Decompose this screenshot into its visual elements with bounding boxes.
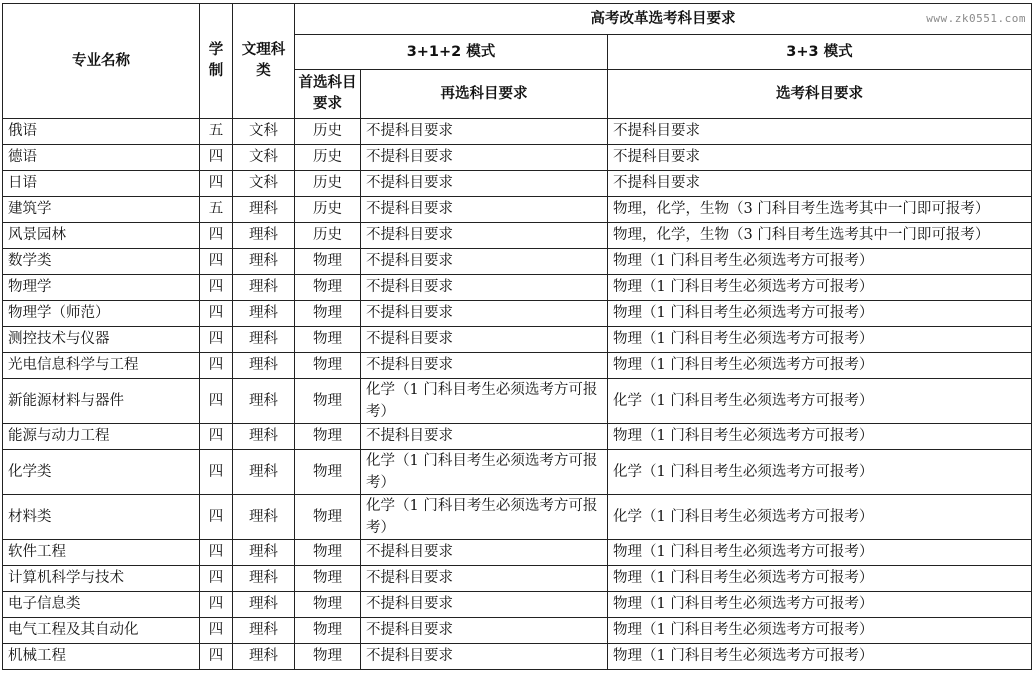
duration-cell: 五 (200, 119, 233, 145)
reselect-cell: 不提科目要求 (361, 119, 608, 145)
major-name-cell: 能源与动力工程 (3, 424, 200, 450)
first-choice-cell: 物理 (295, 327, 361, 353)
duration-cell: 四 (200, 540, 233, 566)
first-choice-cell: 物理 (295, 618, 361, 644)
table-row (3, 592, 1032, 618)
first-choice-cell: 物理 (295, 592, 361, 618)
duration-cell: 四 (200, 145, 233, 171)
category-cell: 文科 (233, 119, 295, 145)
subject-requirements-table (2, 3, 1032, 670)
reselect-cell: 不提科目要求 (361, 353, 608, 379)
table-row (3, 301, 1032, 327)
header-first-choice: 首选科目要求 (295, 70, 361, 119)
table-row (3, 379, 1032, 424)
reselect-cell: 不提科目要求 (361, 223, 608, 249)
header-category: 文理科类 (233, 4, 295, 119)
table-row (3, 145, 1032, 171)
duration-cell: 四 (200, 644, 233, 670)
category-cell: 理科 (233, 197, 295, 223)
select-33-cell: 化学（1 门科目考生必须选考方可报考） (608, 450, 1032, 495)
major-name-cell: 化学类 (3, 450, 200, 495)
first-choice-cell: 历史 (295, 171, 361, 197)
table-row (3, 495, 1032, 540)
duration-cell: 四 (200, 301, 233, 327)
major-name-cell: 测控技术与仪器 (3, 327, 200, 353)
header-reform: 高考改革选考科目要求 (295, 4, 1032, 35)
reselect-cell: 化学（1 门科目考生必须选考方可报考） (361, 379, 608, 424)
select-33-cell: 物理，化学，生物（3 门科目考生选考其中一门即可报考） (608, 197, 1032, 223)
table-row (3, 540, 1032, 566)
watermark: www.zk0551.com (926, 12, 1026, 25)
duration-cell: 四 (200, 450, 233, 495)
reselect-cell: 不提科目要求 (361, 301, 608, 327)
select-33-cell: 物理（1 门科目考生必须选考方可报考） (608, 540, 1032, 566)
first-choice-cell: 历史 (295, 197, 361, 223)
select-33-cell: 物理（1 门科目考生必须选考方可报考） (608, 592, 1032, 618)
first-choice-cell: 物理 (295, 379, 361, 424)
duration-cell: 四 (200, 592, 233, 618)
major-name-cell: 数学类 (3, 249, 200, 275)
select-33-cell: 化学（1 门科目考生必须选考方可报考） (608, 495, 1032, 540)
table-row (3, 424, 1032, 450)
reselect-cell: 不提科目要求 (361, 275, 608, 301)
major-name-cell: 电气工程及其自动化 (3, 618, 200, 644)
reselect-cell: 不提科目要求 (361, 540, 608, 566)
major-name-cell: 新能源材料与器件 (3, 379, 200, 424)
table-body (3, 119, 1032, 670)
major-name-cell: 物理学（师范） (3, 301, 200, 327)
category-cell: 理科 (233, 566, 295, 592)
duration-cell: 四 (200, 379, 233, 424)
table-row (3, 644, 1032, 670)
duration-cell: 四 (200, 353, 233, 379)
category-cell: 理科 (233, 644, 295, 670)
major-name-cell: 日语 (3, 171, 200, 197)
table-row (3, 275, 1032, 301)
major-name-cell: 机械工程 (3, 644, 200, 670)
reselect-cell: 化学（1 门科目考生必须选考方可报考） (361, 495, 608, 540)
duration-cell: 四 (200, 171, 233, 197)
select-33-cell: 物理（1 门科目考生必须选考方可报考） (608, 644, 1032, 670)
reselect-cell: 不提科目要求 (361, 327, 608, 353)
reselect-cell: 不提科目要求 (361, 424, 608, 450)
major-name-cell: 建筑学 (3, 197, 200, 223)
category-cell: 理科 (233, 495, 295, 540)
first-choice-cell: 物理 (295, 249, 361, 275)
first-choice-cell: 物理 (295, 450, 361, 495)
duration-cell: 四 (200, 566, 233, 592)
category-cell: 理科 (233, 592, 295, 618)
first-choice-cell: 历史 (295, 223, 361, 249)
category-cell: 理科 (233, 249, 295, 275)
reselect-cell: 不提科目要求 (361, 145, 608, 171)
major-name-cell: 光电信息科学与工程 (3, 353, 200, 379)
major-name-cell: 材料类 (3, 495, 200, 540)
category-cell: 理科 (233, 424, 295, 450)
header-select-33: 选考科目要求 (608, 70, 1032, 119)
reselect-cell: 不提科目要求 (361, 618, 608, 644)
category-cell: 理科 (233, 301, 295, 327)
major-name-cell: 电子信息类 (3, 592, 200, 618)
reselect-cell: 不提科目要求 (361, 249, 608, 275)
duration-cell: 四 (200, 223, 233, 249)
category-cell: 文科 (233, 171, 295, 197)
table-row (3, 618, 1032, 644)
select-33-cell: 不提科目要求 (608, 119, 1032, 145)
select-33-cell: 物理（1 门科目考生必须选考方可报考） (608, 327, 1032, 353)
category-cell: 理科 (233, 618, 295, 644)
duration-cell: 四 (200, 618, 233, 644)
category-cell: 理科 (233, 540, 295, 566)
first-choice-cell: 历史 (295, 119, 361, 145)
select-33-cell: 物理（1 门科目考生必须选考方可报考） (608, 618, 1032, 644)
header-mode-312: 3+1+2 模式 (295, 35, 608, 70)
first-choice-cell: 物理 (295, 301, 361, 327)
duration-cell: 四 (200, 495, 233, 540)
select-33-cell: 不提科目要求 (608, 171, 1032, 197)
table-row (3, 327, 1032, 353)
select-33-cell: 物理（1 门科目考生必须选考方可报考） (608, 249, 1032, 275)
select-33-cell: 物理（1 门科目考生必须选考方可报考） (608, 566, 1032, 592)
select-33-cell: 不提科目要求 (608, 145, 1032, 171)
reselect-cell: 不提科目要求 (361, 592, 608, 618)
duration-cell: 四 (200, 424, 233, 450)
category-cell: 理科 (233, 353, 295, 379)
category-cell: 文科 (233, 145, 295, 171)
select-33-cell: 化学（1 门科目考生必须选考方可报考） (608, 379, 1032, 424)
table-row (3, 197, 1032, 223)
header-major: 专业名称 (3, 4, 200, 119)
category-cell: 理科 (233, 223, 295, 249)
category-cell: 理科 (233, 327, 295, 353)
major-name-cell: 软件工程 (3, 540, 200, 566)
table-row (3, 353, 1032, 379)
major-name-cell: 风景园林 (3, 223, 200, 249)
reselect-cell: 化学（1 门科目考生必须选考方可报考） (361, 450, 608, 495)
major-name-cell: 德语 (3, 145, 200, 171)
select-33-cell: 物理（1 门科目考生必须选考方可报考） (608, 424, 1032, 450)
first-choice-cell: 历史 (295, 145, 361, 171)
category-cell: 理科 (233, 275, 295, 301)
reselect-cell: 不提科目要求 (361, 197, 608, 223)
select-33-cell: 物理（1 门科目考生必须选考方可报考） (608, 353, 1032, 379)
select-33-cell: 物理（1 门科目考生必须选考方可报考） (608, 275, 1032, 301)
table-header (3, 4, 1032, 119)
header-reselect: 再选科目要求 (361, 70, 608, 119)
first-choice-cell: 物理 (295, 495, 361, 540)
first-choice-cell: 物理 (295, 275, 361, 301)
table-row (3, 450, 1032, 495)
category-cell: 理科 (233, 450, 295, 495)
duration-cell: 四 (200, 275, 233, 301)
first-choice-cell: 物理 (295, 566, 361, 592)
header-mode-33: 3+3 模式 (608, 35, 1032, 70)
first-choice-cell: 物理 (295, 644, 361, 670)
select-33-cell: 物理，化学，生物（3 门科目考生选考其中一门即可报考） (608, 223, 1032, 249)
select-33-cell: 物理（1 门科目考生必须选考方可报考） (608, 301, 1032, 327)
first-choice-cell: 物理 (295, 540, 361, 566)
category-cell: 理科 (233, 379, 295, 424)
reselect-cell: 不提科目要求 (361, 171, 608, 197)
first-choice-cell: 物理 (295, 353, 361, 379)
major-name-cell: 物理学 (3, 275, 200, 301)
duration-cell: 五 (200, 197, 233, 223)
header-duration: 学制 (200, 4, 233, 119)
duration-cell: 四 (200, 327, 233, 353)
table-row (3, 223, 1032, 249)
reselect-cell: 不提科目要求 (361, 566, 608, 592)
table-row (3, 249, 1032, 275)
first-choice-cell: 物理 (295, 424, 361, 450)
major-name-cell: 计算机科学与技术 (3, 566, 200, 592)
table-row (3, 566, 1032, 592)
table-row (3, 119, 1032, 145)
major-name-cell: 俄语 (3, 119, 200, 145)
table-row (3, 171, 1032, 197)
reselect-cell: 不提科目要求 (361, 644, 608, 670)
duration-cell: 四 (200, 249, 233, 275)
